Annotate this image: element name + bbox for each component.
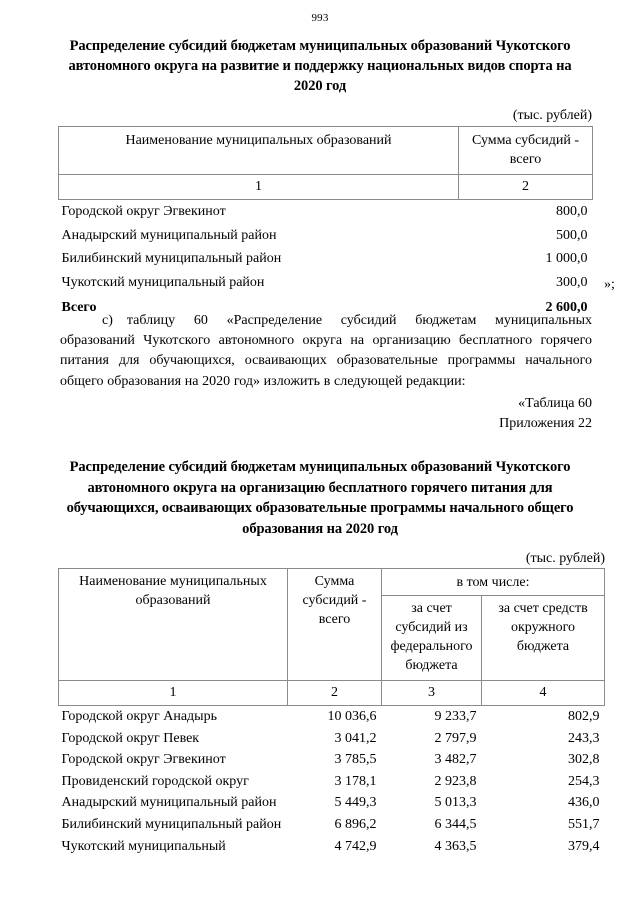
table-column-number-row: [59, 681, 605, 706]
row-name: Анадырский муниципальный район: [61, 795, 277, 811]
page-number: 993: [311, 12, 329, 24]
row-total: 10 036,6: [327, 709, 377, 724]
column-number-2: 2: [288, 681, 382, 706]
header-cell-okrug: за счет средств окружного бюджета: [482, 596, 605, 681]
row-federal: 2 797,9: [434, 730, 477, 746]
row-federal: 2 923,8: [434, 773, 477, 789]
header-cell-group: в том числе:: [382, 569, 605, 596]
table-row: [59, 836, 605, 858]
subsidies-meals-table: [58, 568, 605, 857]
column-number-1: 1: [59, 681, 288, 706]
table-row: [59, 792, 605, 814]
table-header-row: [59, 127, 593, 175]
column-number-2: 2: [459, 175, 593, 200]
table-row: [59, 728, 605, 750]
header-cell-name: Наименование муниципальных образований: [59, 569, 288, 681]
row-okrug: 436,0: [568, 795, 600, 811]
paragraph-c: с) таблицу 60 «Распределение субсидий бюджетам муниципальных образований Чукотского автономного округа на организацию бесплатного горячего питания для обучающихся, осваивающих образовательные программы начального общего образования на 2020 год» изложить в следующей редакции:: [60, 313, 592, 389]
row-value: 1 000,0: [545, 251, 588, 266]
row-total: 5 449,3: [334, 795, 377, 811]
table-reference-block: [300, 394, 592, 434]
row-total: 3 041,2: [334, 730, 377, 746]
row-name: Городской округ Эгвекинот: [61, 204, 226, 219]
row-total: 6 896,2: [334, 816, 377, 832]
table-row: [59, 271, 593, 295]
row-federal: 5 013,3: [434, 795, 477, 811]
row-federal: 4 363,5: [434, 838, 477, 854]
total-value: 2 600,0: [545, 300, 588, 315]
row-total: 3 178,1: [334, 773, 377, 789]
table-column-number-row: [59, 175, 593, 200]
row-name: Городской округ Эгвекинот: [61, 752, 226, 768]
subsidies-sports-table: [58, 126, 593, 320]
header-cell-total: Сумма субсидий - всего: [288, 569, 382, 681]
row-okrug: 379,4: [568, 838, 600, 854]
reference-table-number: «Таблица 60: [518, 396, 592, 411]
section-a-title: Распределение субсидий бюджетам муниципальных образований Чукотского автономного округа на развитие и поддержку национальных видов спорта на 2020 год: [68, 38, 572, 94]
row-okrug: 551,7: [568, 816, 600, 832]
row-okrug: 254,3: [568, 773, 600, 789]
header-cell-federal: за счет субсидий из федерального бюджета: [382, 596, 482, 681]
row-value: 800,0: [556, 204, 588, 219]
row-name: Анадырский муниципальный район: [61, 227, 277, 243]
column-number-4: 4: [482, 681, 605, 706]
total-label: Всего: [61, 300, 97, 315]
section-b-units-caption: (тыс. рублей): [525, 551, 605, 566]
row-name: Городской округ Певек: [61, 730, 200, 746]
section-b-title: Распределение субсидий бюджетам муниципальных образований Чукотского автономного округа на организацию бесплатного горячего питания для обучающихся, осваивающих образовательные программы начального общего образования на 2020 год: [66, 459, 574, 537]
row-okrug: 243,3: [568, 730, 600, 746]
row-name: Чукотский муниципальный: [61, 838, 226, 854]
row-okrug: 302,8: [568, 752, 600, 768]
row-name: Городской округ Анадырь: [61, 709, 217, 724]
row-value: 500,0: [556, 227, 588, 243]
row-federal: 3 482,7: [434, 752, 477, 768]
table-row: [59, 771, 605, 793]
column-number-3: 3: [382, 681, 482, 706]
table-row: [59, 706, 605, 728]
row-name: Билибинский муниципальный район: [61, 816, 282, 832]
table-row: [59, 200, 593, 224]
row-total: 3 785,5: [334, 752, 377, 768]
column-number-1: 1: [59, 175, 459, 200]
table-row: [59, 749, 605, 771]
row-name: Провиденский городской округ: [61, 773, 249, 789]
row-federal: 9 233,7: [434, 709, 477, 724]
row-okrug: 802,9: [568, 709, 600, 724]
closing-quote-mark: »;: [604, 277, 615, 292]
section-a-units-caption: (тыс. рублей): [512, 108, 592, 123]
row-name: Чукотский муниципальный район: [61, 274, 265, 290]
row-total: 4 742,9: [334, 838, 377, 854]
header-cell-total: Сумма субсидий - всего: [459, 127, 593, 175]
row-name: Билибинский муниципальный район: [61, 251, 282, 266]
table-header-row-top: [59, 569, 605, 596]
reference-appendix-number: Приложения 22: [499, 416, 592, 431]
row-federal: 6 344,5: [434, 816, 477, 832]
table-row: [59, 814, 605, 836]
table-row: [59, 224, 593, 248]
row-value: 300,0: [556, 274, 588, 290]
header-cell-name: Наименование муниципальных образований: [59, 127, 459, 175]
table-row: [59, 247, 593, 271]
